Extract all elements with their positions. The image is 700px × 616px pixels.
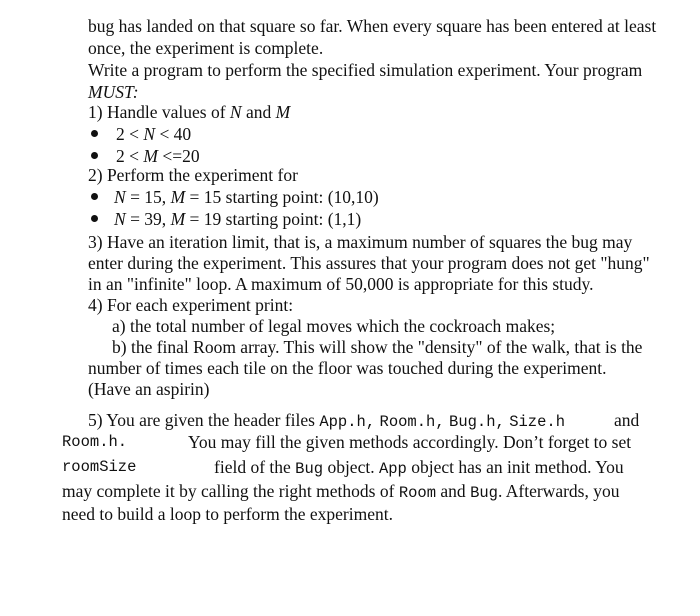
bullet-text: 2 < bbox=[116, 124, 144, 144]
must-label: MUST: bbox=[88, 82, 139, 102]
item5-line-3 bbox=[214, 456, 624, 480]
item5-text: object. bbox=[323, 457, 379, 477]
code-bug: Bug bbox=[295, 460, 324, 478]
item1-bullet-1 bbox=[116, 123, 191, 145]
intro-line-2: once, the experiment is complete. bbox=[88, 38, 324, 58]
code-bug: Bug bbox=[470, 484, 498, 502]
bullet-text: <=20 bbox=[157, 146, 200, 166]
bullet-dot bbox=[91, 152, 98, 159]
bullet-text: = 39, bbox=[125, 209, 171, 229]
item3-line-1: 3) Have an iteration limit, that is, a maximum number of squares the bug may bbox=[88, 232, 633, 252]
code-file-size: Size.h bbox=[509, 413, 566, 431]
item5-line-1 bbox=[88, 409, 565, 433]
code-file-room-2: Room.h. bbox=[62, 433, 128, 451]
bullet-dot bbox=[91, 130, 98, 137]
item5-text: may complete it by calling the right methods of bbox=[62, 481, 399, 501]
item4-heading: 4) For each experiment print: bbox=[88, 295, 294, 315]
item1-heading bbox=[88, 101, 290, 123]
bullet-var: M bbox=[170, 209, 186, 229]
code-file-room: Room.h, bbox=[379, 413, 445, 431]
bullet-text: = 19 starting point: (1,1) bbox=[185, 209, 362, 229]
item1-var-n: N bbox=[229, 102, 242, 122]
bullet-dot bbox=[91, 215, 98, 222]
bullet-var: M bbox=[143, 146, 158, 166]
code-file-app: App.h, bbox=[319, 413, 376, 431]
bullet-text: = 15, bbox=[125, 187, 171, 207]
item3-line-2: enter during the experiment. This assures that your program does not get "hung" bbox=[88, 253, 650, 273]
bullet-dot bbox=[91, 193, 98, 200]
item2-bullet-1 bbox=[114, 186, 379, 208]
item1-and: and bbox=[241, 102, 276, 122]
bullet-text: = 15 starting point: (10,10) bbox=[185, 187, 379, 207]
code-roomsize: roomSize bbox=[62, 458, 137, 476]
intro-line-3: Write a program to perform the specified simulation experiment. Your program bbox=[88, 60, 643, 80]
bullet-text: 2 < bbox=[116, 146, 144, 166]
bullet-var: N bbox=[143, 124, 156, 144]
item4-a: a) the total number of legal moves which the cockroach makes; bbox=[112, 316, 556, 336]
item4-b-line-3: (Have an aspirin) bbox=[88, 379, 210, 399]
item2-heading: 2) Perform the experiment for bbox=[88, 165, 298, 185]
item1-heading-prefix: 1) Handle values of bbox=[88, 102, 230, 122]
item5-text: . Afterwards, you bbox=[497, 481, 620, 501]
intro-line-1: bug has landed on that square so far. When every square has been entered at least bbox=[88, 16, 657, 36]
code-room: Room bbox=[398, 484, 437, 502]
item5-text: field of the bbox=[214, 457, 296, 477]
item1-var-m: M bbox=[275, 102, 291, 122]
bullet-var: N bbox=[114, 187, 126, 207]
item5-line-2: You may fill the given methods accordingly. Don’t forget to set bbox=[188, 432, 632, 452]
code-file-bug: Bug.h, bbox=[449, 413, 505, 431]
item5-and: and bbox=[614, 410, 640, 430]
item4-b: b) the final Room array. This will show the "density" of the walk, that is the bbox=[112, 337, 643, 357]
bullet-var: N bbox=[114, 209, 126, 229]
item3-line-3: in an "infinite" loop. A maximum of 50,000 is appropriate for this study. bbox=[88, 274, 594, 294]
item5-line-5: need to build a loop to perform the experiment. bbox=[62, 504, 393, 524]
bullet-var: M bbox=[170, 187, 186, 207]
item5-text: object has an init method. You bbox=[406, 457, 624, 477]
item5-prefix: 5) You are given the header files bbox=[88, 410, 320, 430]
code-app: App bbox=[378, 460, 407, 478]
bullet-text: < 40 bbox=[155, 124, 192, 144]
item5-line-4 bbox=[62, 480, 619, 504]
item2-bullet-2 bbox=[114, 208, 361, 230]
item5-text: and bbox=[436, 481, 471, 501]
item4-b-line-2: number of times each tile on the floor was touched during the experiment. bbox=[88, 358, 607, 378]
